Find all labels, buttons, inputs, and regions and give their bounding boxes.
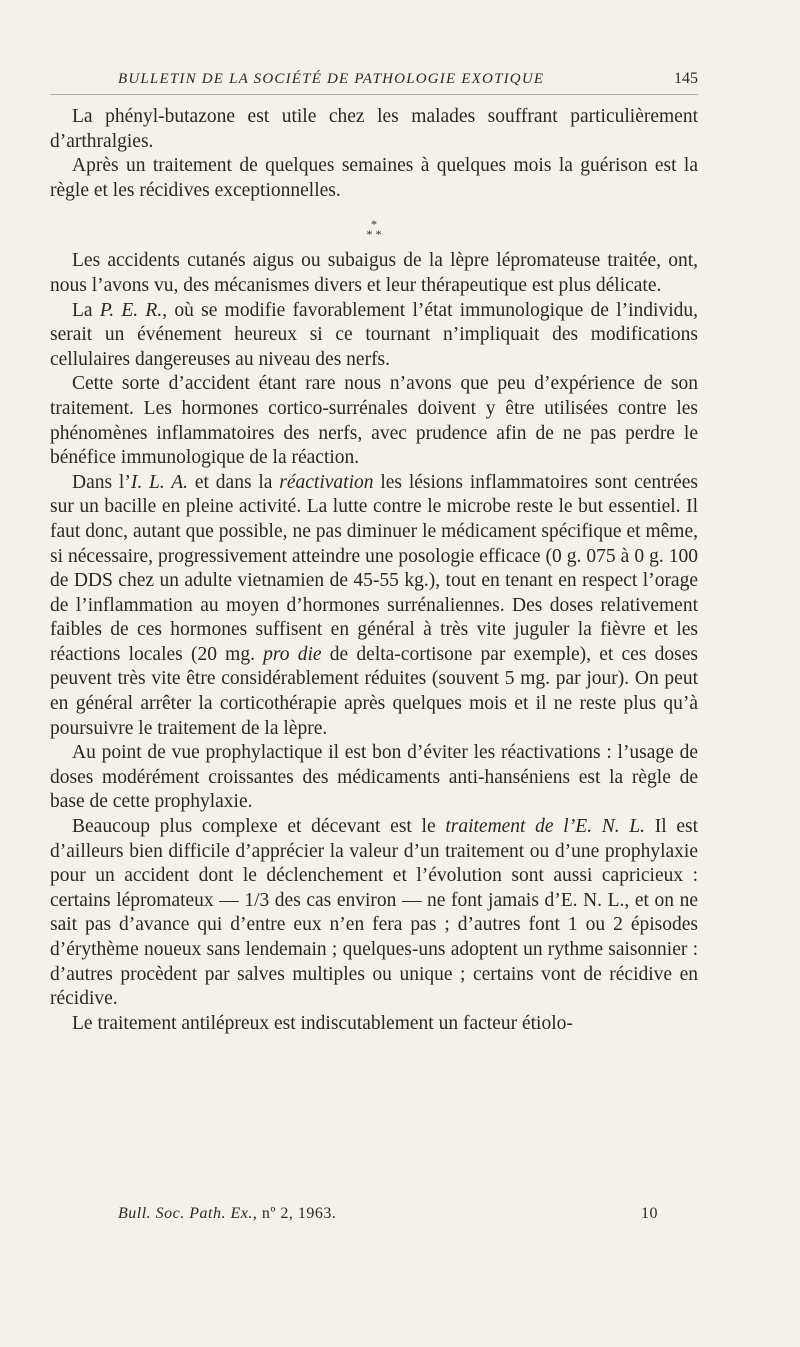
text-run: de delta-cortisone par exemple), et ces doses peuvent très vite être considérablement réduites (souvent 5 mg. par jour). On peut en général arrêter la corticothérapie après quelques mois et il ne reste plus qu’à poursuivre le traitement de la lèpre. [50, 643, 698, 739]
asterism-top: * [371, 217, 377, 232]
page [50, 70, 698, 1036]
paragraph: Le traitement antilépreux est indiscutablement un facteur étiolo- [72, 1012, 573, 1034]
paragraph [50, 815, 698, 1012]
paragraph: Cette sorte d’accident étant rare nous n’avons que peu d’expérience de son traitement. Les hormones cortico-surrénales doivent y être utilisées contre les phénomènes inflammatoires des nerfs, avec prudence afin de ne pas perdre le bénéfice immunologique de la réaction. [50, 373, 698, 469]
journal-reference [118, 1205, 336, 1223]
asterism-bottom: * * [366, 227, 382, 242]
paragraph [50, 471, 698, 742]
paragraph: Après un traitement de quelques semaines à quelques mois la guérison est la règle et les récidives exceptionnelles. [50, 155, 698, 201]
page-footer [118, 1205, 658, 1223]
page-number: 145 [674, 70, 698, 87]
term-traitement-enl: traitement de l’E. N. L. [445, 816, 646, 838]
paragraph: Au point de vue prophylactique il est bon d’éviter les réactivations : l’usage de doses modérément croissantes des médicaments anti-hanséniens est la règle de base de cette prophylaxie. [50, 742, 698, 813]
paragraph [50, 299, 698, 373]
paragraph: Les accidents cutanés aigus ou subaigus de la lèpre lépromateuse traitée, ont, nous l’avons vu, des mécanismes divers et leur thérapeutique est plus délicate. [50, 250, 698, 296]
text-run: Dans l’ [72, 471, 131, 493]
abbrev-per: P. E. R. [99, 299, 163, 321]
text-run: La [72, 299, 100, 321]
text-run: , où se modifie favorablement l’état immunologique de l’individu, serait un événement heureux si ce tournant n’impliquait des modifications cellulaires dangereuses au niveau des nerfs. [50, 299, 698, 370]
running-title: BULLETIN DE LA SOCIÉTÉ DE PATHOLOGIE EXOTIQUE [118, 71, 545, 87]
text-run: Il est d’ailleurs bien difficile d’apprécier la valeur d’un traitement ou d’une prophylaxie pour un accident dont le déclenchement et l’évolution sont aussi capricieux : certains lépromateux — 1/3 des cas environ — ne font jamais d’E. N. L., et on ne sait pas d’avance qui d’entre eux n’en fera pas ; d’autres font 1 ou 2 épisodes d’érythème noueux sans lendemain ; quelques-uns adoptent un rythme saisonnier : d’autres procèdent par salves multiples ou unique ; certains vont de récidive en récidive. [50, 816, 699, 1010]
journal-name: Bull. Soc. Path. Ex. [118, 1205, 253, 1222]
journal-issue: , nº 2, 1963. [252, 1205, 337, 1222]
abbrev-ila: I. L. A. [130, 471, 189, 493]
text-run: les lésions inflammatoires sont centrées sur un bacille en pleine activité. La lutte contre le microbe reste le but essentiel. Il faut donc, autant que possible, ne pas diminuer le médicament spécifique et même, si nécessaire, progressivement atteindre une posologie efficace (0 g. 075 à 0 g. 100 de DDS chez un adulte vietnamien de 45-55 kg.), tout en tenant en respect l’orage de l’inflammation au moyen d’hormones surrénaliennes. Des doses relativement faibles de ces hormones suffisent en général à très vite juguler la fièvre et les réactions locales (20 mg. [50, 471, 698, 665]
section-separator [50, 203, 698, 249]
text-run: Beaucoup plus complexe et décevant est le [72, 816, 446, 838]
signature-mark: 10 [641, 1205, 658, 1222]
running-header [50, 70, 698, 95]
article-body [50, 105, 698, 1036]
term-reactivation: réactivation [279, 471, 374, 493]
paragraph: La phényl-butazone est utile chez les malades souffrant particulièrement d’arthralgies. [50, 106, 698, 152]
term-pro-die: pro die [263, 643, 322, 665]
text-run: et dans la [188, 471, 280, 493]
